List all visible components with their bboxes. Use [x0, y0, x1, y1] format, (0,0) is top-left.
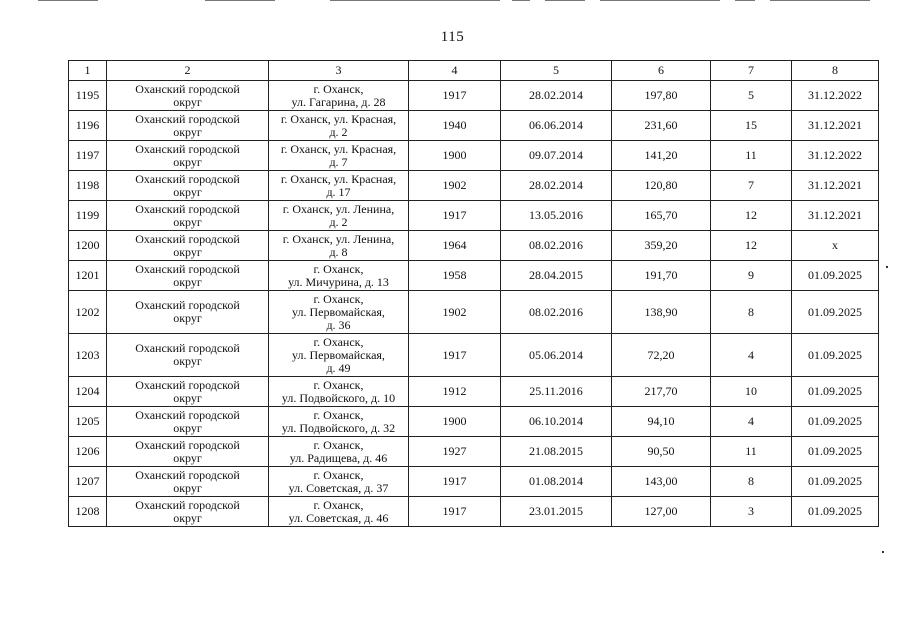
- row-number-cell: 1199: [69, 201, 107, 231]
- address-cell: г. Оханск, ул. Первомайская, д. 36: [269, 291, 409, 334]
- deadline-date-cell: 01.09.2025: [792, 377, 879, 407]
- apartments-count-cell: 5: [711, 81, 792, 111]
- address-cell: г. Оханск, ул. Подвойского, д. 32: [269, 407, 409, 437]
- address-cell: г. Оханск, ул. Красная, д. 17: [269, 171, 409, 201]
- scan-artifact-line: [770, 0, 870, 1]
- row-number-cell: 1206: [69, 437, 107, 467]
- deadline-date-cell: 31.12.2021: [792, 171, 879, 201]
- scan-artifact-line: [735, 0, 755, 1]
- column-header: 1: [69, 61, 107, 81]
- area-cell: 90,50: [612, 437, 711, 467]
- apartments-count-cell: 8: [711, 291, 792, 334]
- year-built-cell: 1912: [409, 377, 501, 407]
- deadline-date-cell: 31.12.2022: [792, 81, 879, 111]
- row-number-cell: 1204: [69, 377, 107, 407]
- year-built-cell: 1917: [409, 201, 501, 231]
- address-cell: г. Оханск, ул. Мичурина, д. 13: [269, 261, 409, 291]
- deadline-date-cell: 01.09.2025: [792, 497, 879, 527]
- deadline-date-cell: 31.12.2022: [792, 141, 879, 171]
- survey-date-cell: 09.07.2014: [501, 141, 612, 171]
- year-built-cell: 1964: [409, 231, 501, 261]
- year-built-cell: 1927: [409, 437, 501, 467]
- area-cell: 138,90: [612, 291, 711, 334]
- year-built-cell: 1902: [409, 171, 501, 201]
- area-cell: 127,00: [612, 497, 711, 527]
- year-built-cell: 1917: [409, 334, 501, 377]
- year-built-cell: 1958: [409, 261, 501, 291]
- address-cell: г. Оханск, ул. Подвойского, д. 10: [269, 377, 409, 407]
- deadline-date-cell: х: [792, 231, 879, 261]
- row-number-cell: 1201: [69, 261, 107, 291]
- municipality-cell: Оханский городской округ: [107, 261, 269, 291]
- scan-artifact-line: [205, 0, 275, 1]
- table-row: [69, 171, 879, 201]
- area-cell: 72,20: [612, 334, 711, 377]
- address-cell: г. Оханск, ул. Советская, д. 46: [269, 497, 409, 527]
- apartments-count-cell: 9: [711, 261, 792, 291]
- registry-table: [68, 60, 879, 527]
- survey-date-cell: 28.02.2014: [501, 171, 612, 201]
- row-number-cell: 1202: [69, 291, 107, 334]
- municipality-cell: Оханский городской округ: [107, 334, 269, 377]
- municipality-cell: Оханский городской округ: [107, 377, 269, 407]
- table-row: [69, 141, 879, 171]
- scan-artifact-line: [38, 0, 98, 1]
- apartments-count-cell: 11: [711, 437, 792, 467]
- year-built-cell: 1917: [409, 467, 501, 497]
- table-row: [69, 291, 879, 334]
- year-built-cell: 1917: [409, 497, 501, 527]
- area-cell: 191,70: [612, 261, 711, 291]
- municipality-cell: Оханский городской округ: [107, 437, 269, 467]
- year-built-cell: 1900: [409, 407, 501, 437]
- municipality-cell: Оханский городской округ: [107, 81, 269, 111]
- apartments-count-cell: 12: [711, 231, 792, 261]
- deadline-date-cell: 01.09.2025: [792, 261, 879, 291]
- municipality-cell: Оханский городской округ: [107, 497, 269, 527]
- survey-date-cell: 06.10.2014: [501, 407, 612, 437]
- table-row: [69, 261, 879, 291]
- deadline-date-cell: 01.09.2025: [792, 437, 879, 467]
- table-header-row: [69, 61, 879, 81]
- year-built-cell: 1917: [409, 81, 501, 111]
- deadline-date-cell: 31.12.2021: [792, 201, 879, 231]
- table-row: [69, 497, 879, 527]
- address-cell: г. Оханск, ул. Первомайская, д. 49: [269, 334, 409, 377]
- row-number-cell: 1205: [69, 407, 107, 437]
- year-built-cell: 1900: [409, 141, 501, 171]
- row-number-cell: 1195: [69, 81, 107, 111]
- scan-artifact-line: [512, 0, 530, 1]
- row-number-cell: 1198: [69, 171, 107, 201]
- apartments-count-cell: 3: [711, 497, 792, 527]
- area-cell: 359,20: [612, 231, 711, 261]
- year-built-cell: 1940: [409, 111, 501, 141]
- apartments-count-cell: 11: [711, 141, 792, 171]
- survey-date-cell: 13.05.2016: [501, 201, 612, 231]
- address-cell: г. Оханск, ул. Гагарина, д. 28: [269, 81, 409, 111]
- survey-date-cell: 01.08.2014: [501, 467, 612, 497]
- area-cell: 120,80: [612, 171, 711, 201]
- municipality-cell: Оханский городской округ: [107, 171, 269, 201]
- address-cell: г. Оханск, ул. Ленина, д. 2: [269, 201, 409, 231]
- area-cell: 141,20: [612, 141, 711, 171]
- survey-date-cell: 23.01.2015: [501, 497, 612, 527]
- column-header: 6: [612, 61, 711, 81]
- municipality-cell: Оханский городской округ: [107, 467, 269, 497]
- survey-date-cell: 21.08.2015: [501, 437, 612, 467]
- address-cell: г. Оханск, ул. Красная, д. 2: [269, 111, 409, 141]
- deadline-date-cell: 01.09.2025: [792, 291, 879, 334]
- survey-date-cell: 08.02.2016: [501, 291, 612, 334]
- row-number-cell: 1207: [69, 467, 107, 497]
- table-row: [69, 334, 879, 377]
- survey-date-cell: 28.04.2015: [501, 261, 612, 291]
- scan-artifact-line: [545, 0, 585, 1]
- survey-date-cell: 06.06.2014: [501, 111, 612, 141]
- row-number-cell: 1196: [69, 111, 107, 141]
- area-cell: 231,60: [612, 111, 711, 141]
- table-row: [69, 81, 879, 111]
- municipality-cell: Оханский городской округ: [107, 141, 269, 171]
- table-row: [69, 201, 879, 231]
- column-header: 5: [501, 61, 612, 81]
- area-cell: 197,80: [612, 81, 711, 111]
- area-cell: 217,70: [612, 377, 711, 407]
- deadline-date-cell: 01.09.2025: [792, 334, 879, 377]
- address-cell: г. Оханск, ул. Советская, д. 37: [269, 467, 409, 497]
- stray-mark: [886, 266, 888, 268]
- address-cell: г. Оханск, ул. Радищева, д. 46: [269, 437, 409, 467]
- apartments-count-cell: 15: [711, 111, 792, 141]
- deadline-date-cell: 31.12.2021: [792, 111, 879, 141]
- row-number-cell: 1197: [69, 141, 107, 171]
- area-cell: 165,70: [612, 201, 711, 231]
- apartments-count-cell: 7: [711, 171, 792, 201]
- apartments-count-cell: 4: [711, 334, 792, 377]
- table-row: [69, 437, 879, 467]
- row-number-cell: 1208: [69, 497, 107, 527]
- table-row: [69, 407, 879, 437]
- table-row: [69, 377, 879, 407]
- column-header: 7: [711, 61, 792, 81]
- apartments-count-cell: 4: [711, 407, 792, 437]
- row-number-cell: 1203: [69, 334, 107, 377]
- table-body: [69, 61, 879, 527]
- municipality-cell: Оханский городской округ: [107, 407, 269, 437]
- table-row: [69, 231, 879, 261]
- year-built-cell: 1902: [409, 291, 501, 334]
- apartments-count-cell: 8: [711, 467, 792, 497]
- table-row: [69, 467, 879, 497]
- page-number: 115: [440, 29, 465, 45]
- municipality-cell: Оханский городской округ: [107, 111, 269, 141]
- municipality-cell: Оханский городской округ: [107, 201, 269, 231]
- area-cell: 143,00: [612, 467, 711, 497]
- municipality-cell: Оханский городской округ: [107, 291, 269, 334]
- stray-mark: [882, 551, 884, 553]
- survey-date-cell: 05.06.2014: [501, 334, 612, 377]
- apartments-count-cell: 10: [711, 377, 792, 407]
- row-number-cell: 1200: [69, 231, 107, 261]
- column-header: 3: [269, 61, 409, 81]
- municipality-cell: Оханский городской округ: [107, 231, 269, 261]
- table-row: [69, 111, 879, 141]
- column-header: 4: [409, 61, 501, 81]
- survey-date-cell: 25.11.2016: [501, 377, 612, 407]
- survey-date-cell: 08.02.2016: [501, 231, 612, 261]
- address-cell: г. Оханск, ул. Красная, д. 7: [269, 141, 409, 171]
- apartments-count-cell: 12: [711, 201, 792, 231]
- area-cell: 94,10: [612, 407, 711, 437]
- deadline-date-cell: 01.09.2025: [792, 467, 879, 497]
- scan-artifact-line: [600, 0, 720, 1]
- address-cell: г. Оханск, ул. Ленина, д. 8: [269, 231, 409, 261]
- survey-date-cell: 28.02.2014: [501, 81, 612, 111]
- column-header: 8: [792, 61, 879, 81]
- scan-artifact-line: [330, 0, 500, 1]
- deadline-date-cell: 01.09.2025: [792, 407, 879, 437]
- column-header: 2: [107, 61, 269, 81]
